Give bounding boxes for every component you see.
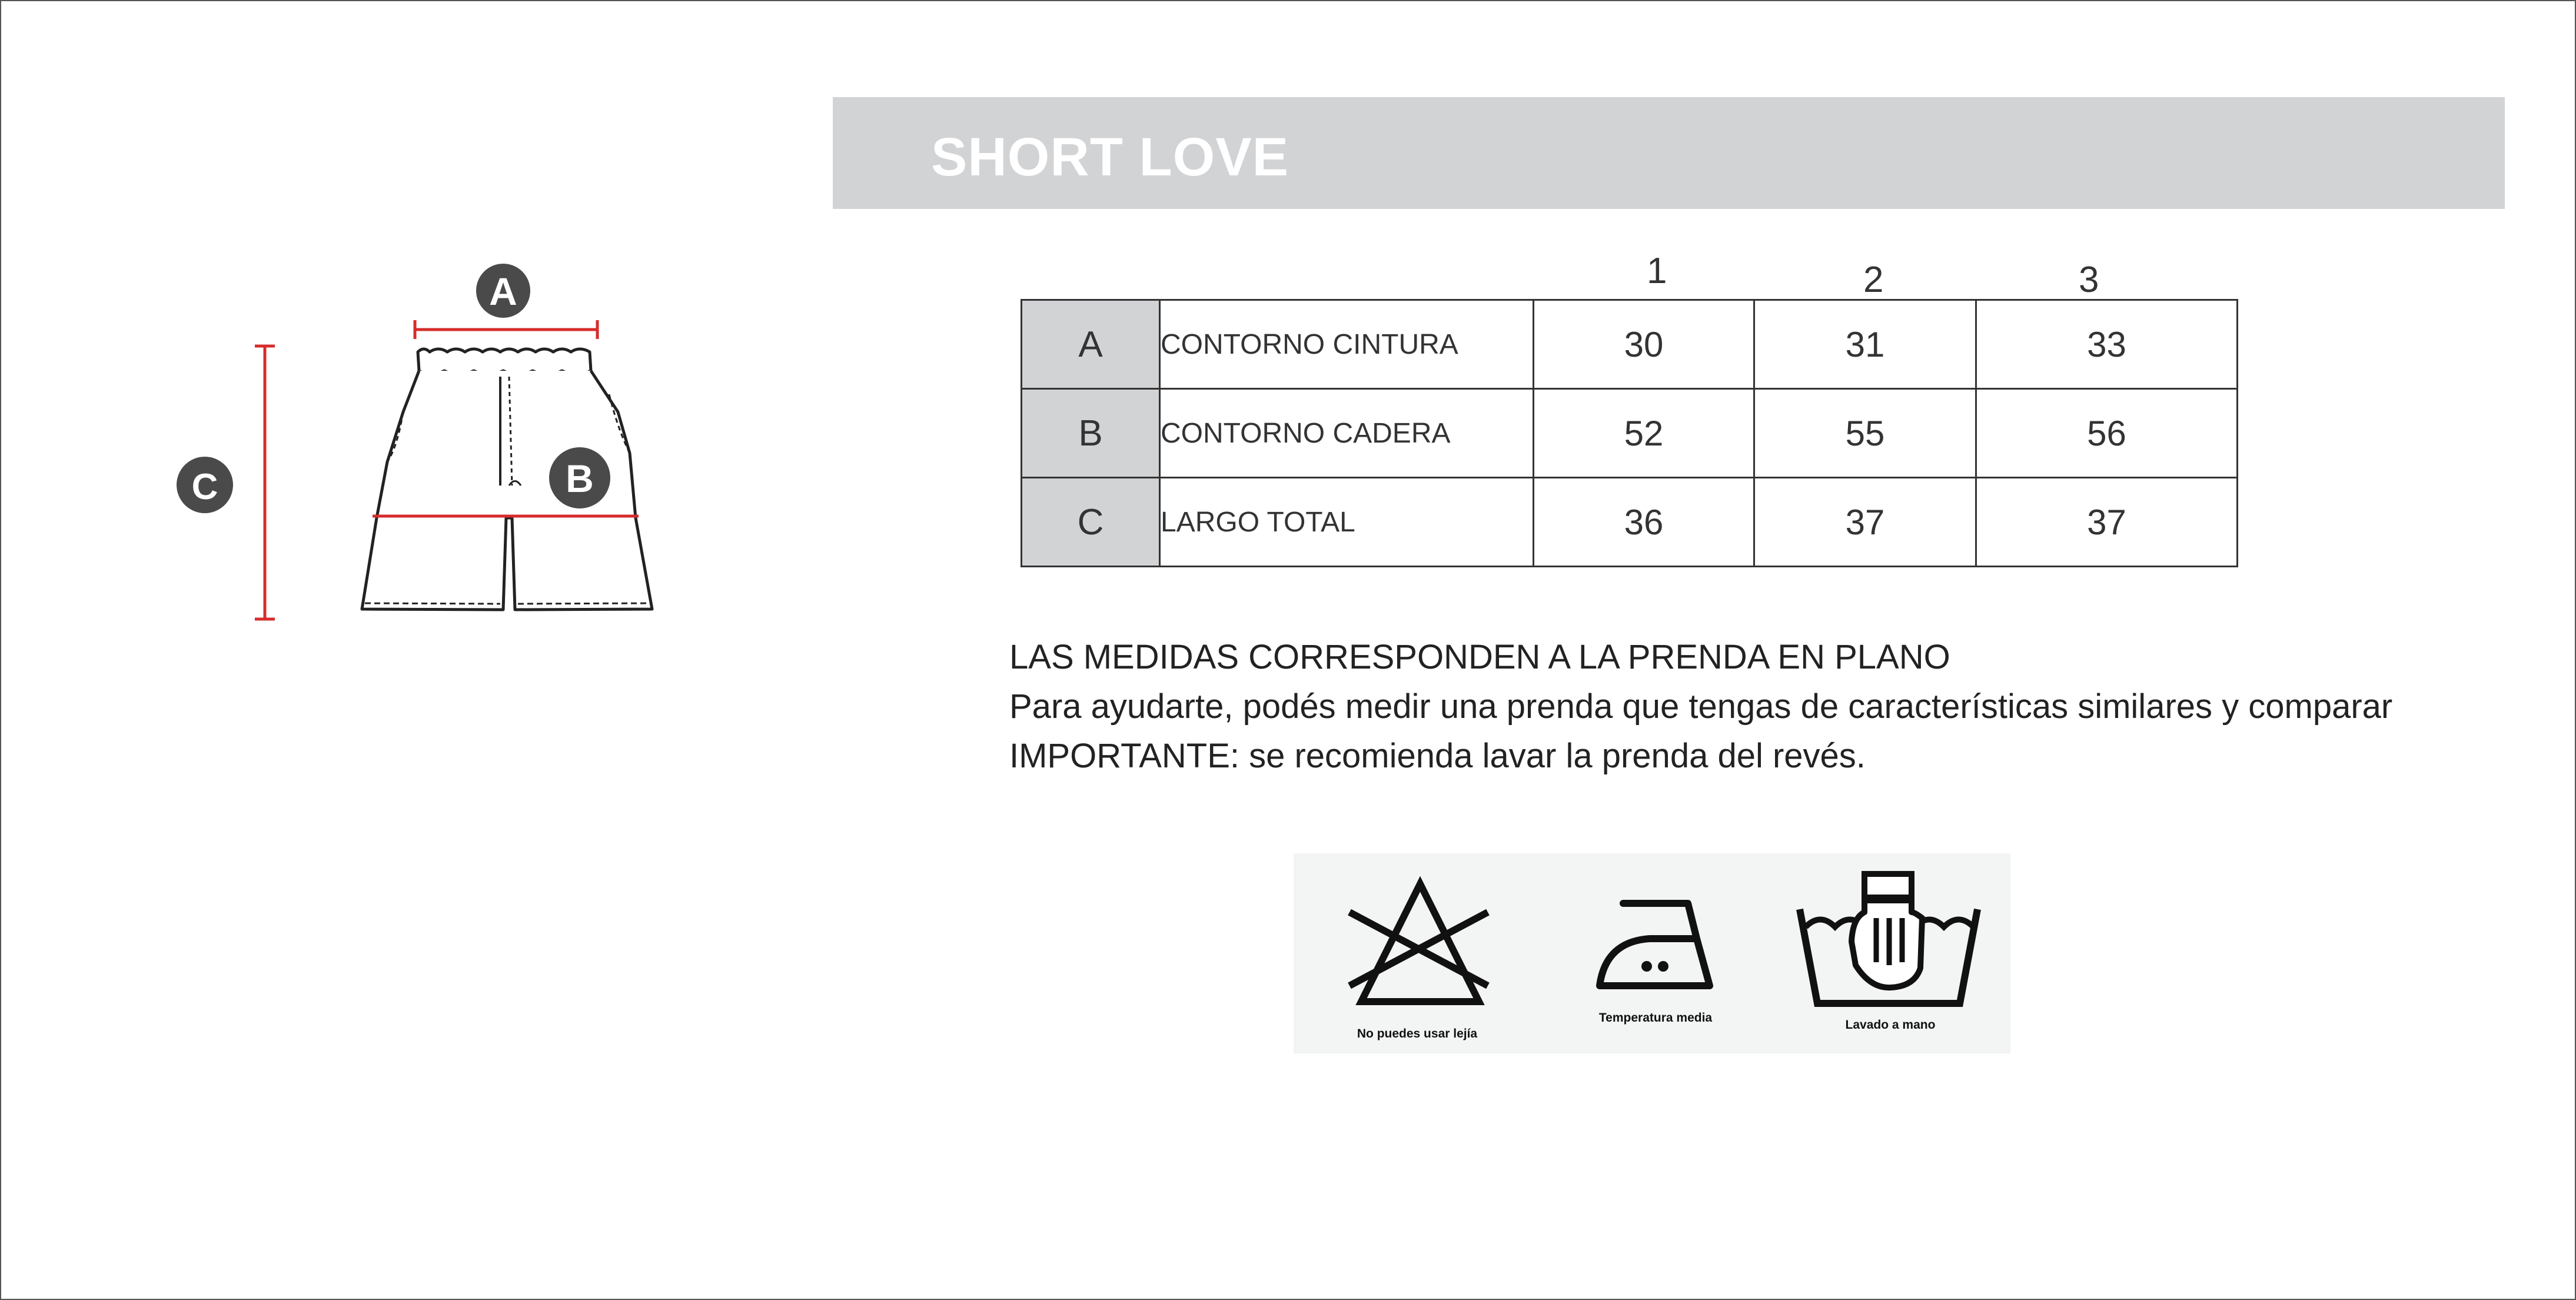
marker-a xyxy=(476,264,530,318)
care-item-iron xyxy=(1541,853,1770,1053)
table-row xyxy=(1022,389,2238,478)
no-bleach-icon xyxy=(1294,853,1541,1053)
row-value: 37 xyxy=(1976,478,2238,567)
row-value: 55 xyxy=(1754,389,1976,478)
row-label: CONTORNO CINTURA xyxy=(1160,300,1534,389)
table-row xyxy=(1022,300,2238,389)
care-label: Temperatura media xyxy=(1598,1011,1713,1025)
row-value: 36 xyxy=(1534,478,1754,567)
row-letter: A xyxy=(1022,300,1160,389)
care-label: Lavado a mano xyxy=(1845,1018,1936,1032)
marker-c xyxy=(177,457,233,513)
marker-b xyxy=(549,447,610,508)
marker-b-label: B xyxy=(566,457,594,500)
size-header-2: 2 xyxy=(1863,260,1884,300)
height-measure-line xyxy=(255,346,275,619)
marker-a-label: A xyxy=(489,270,517,313)
row-value: 52 xyxy=(1534,389,1754,478)
row-label: CONTORNO CADERA xyxy=(1160,389,1534,478)
waist-measure-line xyxy=(415,320,597,339)
page-title: SHORT LOVE xyxy=(931,127,1289,187)
marker-c-label: C xyxy=(191,467,218,507)
row-letter: B xyxy=(1022,389,1160,478)
table-row xyxy=(1022,478,2238,567)
care-item-hand-wash xyxy=(1770,853,2010,1053)
size-header-1: 1 xyxy=(1647,251,1667,291)
note-line: IMPORTANTE: se recomienda lavar la prenda del revés. xyxy=(1009,737,1866,775)
care-instructions xyxy=(1294,853,2010,1053)
row-label: LARGO TOTAL xyxy=(1160,478,1534,567)
measurement-notes xyxy=(1009,633,2392,781)
size-header-3: 3 xyxy=(2079,260,2099,300)
row-value: 56 xyxy=(1976,389,2238,478)
row-letter: C xyxy=(1022,478,1160,567)
row-value: 33 xyxy=(1976,300,2238,389)
note-line: LAS MEDIDAS CORRESPONDEN A LA PRENDA EN PLANO xyxy=(1009,638,1950,676)
row-value: 30 xyxy=(1534,300,1754,389)
title-bar xyxy=(833,97,2505,209)
note-line: Para ayudarte, podés medir una prenda que tengas de características similares y comparar xyxy=(1009,687,2393,726)
care-item-no-bleach xyxy=(1294,853,1541,1053)
row-value: 37 xyxy=(1754,478,1976,567)
shorts-diagram xyxy=(171,253,689,630)
row-value: 31 xyxy=(1754,300,1976,389)
care-label: No puedes usar lejía xyxy=(1357,1027,1478,1040)
size-table xyxy=(1021,299,2238,567)
